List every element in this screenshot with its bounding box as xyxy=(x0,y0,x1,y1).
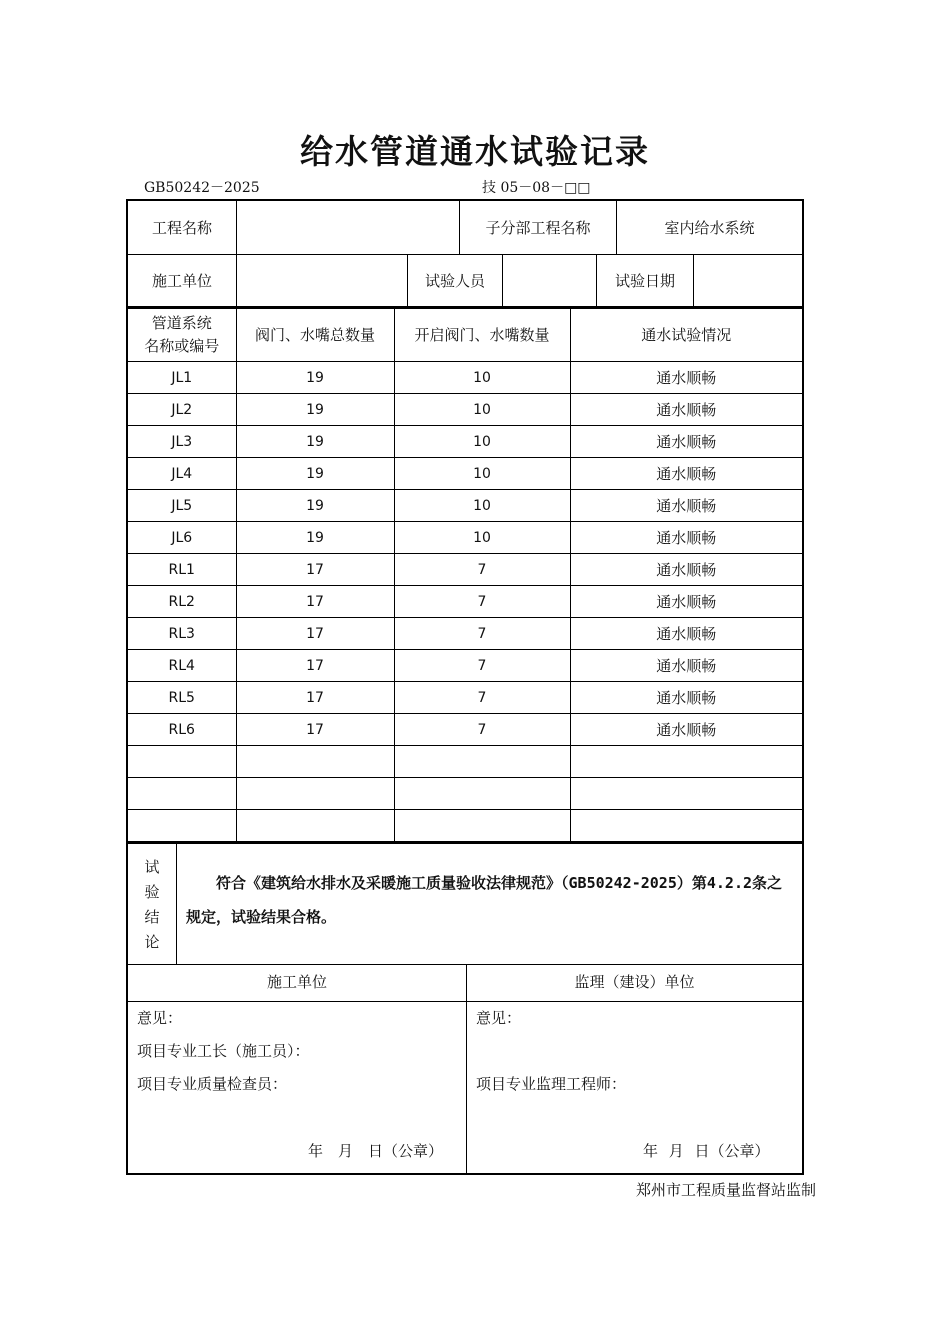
supervisor-date: 年 月 日（公章） xyxy=(643,1142,770,1160)
table-row xyxy=(128,682,802,714)
table-cell[interactable]: JL1 xyxy=(128,362,236,394)
footer-issuer: 郑州市工程质量监督站监制 xyxy=(636,1181,817,1199)
table-cell[interactable]: 19 xyxy=(236,458,394,490)
table-cell[interactable] xyxy=(394,810,570,842)
table-cell[interactable]: 19 xyxy=(236,426,394,458)
column-header: 通水试验情况 xyxy=(570,309,802,362)
table-cell[interactable] xyxy=(570,746,802,778)
project-name-value[interactable] xyxy=(237,201,460,254)
table-cell[interactable]: 通水顺畅 xyxy=(570,394,802,426)
conclusion-label xyxy=(128,844,177,965)
table-cell[interactable]: JL4 xyxy=(128,458,236,490)
conclusion-label-char: 验 xyxy=(144,882,160,901)
table-row xyxy=(128,746,802,778)
contractor-value[interactable] xyxy=(237,255,408,306)
table-row xyxy=(128,490,802,522)
supervisor-opinion: 意见： xyxy=(476,1009,522,1027)
table-cell[interactable] xyxy=(236,746,394,778)
table-cell[interactable]: 19 xyxy=(236,490,394,522)
table-cell[interactable] xyxy=(128,778,236,810)
engineer-label: 项目专业监理工程师： xyxy=(476,1075,627,1093)
subproject-label: 子分部工程名称 xyxy=(460,201,617,254)
table-cell[interactable]: 17 xyxy=(236,714,394,746)
table-cell[interactable]: 10 xyxy=(394,426,570,458)
page-title: 给水管道通水试验记录 xyxy=(300,132,650,171)
test-date-value[interactable] xyxy=(694,255,802,306)
info-row-1 xyxy=(128,201,802,255)
tester-value[interactable] xyxy=(503,255,597,306)
supervisor-signature xyxy=(467,964,802,1173)
conclusion-text: 符合《建筑给水排水及采暖施工质量验收法律规范》（GB50242-2025）第4.2.2条之规定，试验结果合格。 xyxy=(186,874,783,926)
conclusion-block xyxy=(126,842,804,965)
test-table xyxy=(126,307,804,843)
conclusion-label-char: 结 xyxy=(144,907,160,926)
contractor-opinion: 意见： xyxy=(137,1009,183,1027)
signature-block xyxy=(126,964,804,1175)
table-cell[interactable]: RL1 xyxy=(128,554,236,586)
conclusion-label-char: 试 xyxy=(144,857,160,876)
table-cell[interactable] xyxy=(128,746,236,778)
table-row xyxy=(128,586,802,618)
table-cell[interactable]: 19 xyxy=(236,362,394,394)
table-row xyxy=(128,362,802,394)
table-cell[interactable]: 7 xyxy=(394,554,570,586)
column-header: 阀门、水嘴总数量 xyxy=(236,309,394,362)
table-cell[interactable]: JL5 xyxy=(128,490,236,522)
table-cell[interactable] xyxy=(394,778,570,810)
contractor-signature xyxy=(128,964,467,1173)
table-cell[interactable]: JL3 xyxy=(128,426,236,458)
table-row xyxy=(128,394,802,426)
table-cell[interactable]: 17 xyxy=(236,618,394,650)
table-cell[interactable]: RL5 xyxy=(128,682,236,714)
table-cell[interactable]: RL4 xyxy=(128,650,236,682)
foreman-label: 项目专业工长（施工员）： xyxy=(137,1042,310,1060)
form-code: 技 05－08－□□ xyxy=(482,180,591,196)
table-cell[interactable]: 10 xyxy=(394,394,570,426)
table-cell[interactable]: 通水顺畅 xyxy=(570,618,802,650)
conclusion-label-char: 论 xyxy=(144,932,160,951)
table-row xyxy=(128,522,802,554)
info-block xyxy=(126,199,804,308)
contractor-header: 施工单位 xyxy=(128,964,466,1002)
inspector-label: 项目专业质量检查员： xyxy=(137,1075,288,1093)
table-cell[interactable]: 通水顺畅 xyxy=(570,490,802,522)
table-cell[interactable]: 10 xyxy=(394,458,570,490)
column-header: 开启阀门、水嘴数量 xyxy=(394,309,570,362)
table-cell[interactable] xyxy=(570,810,802,842)
contractor-date: 年 月 日（公章） xyxy=(308,1142,444,1160)
test-date-label: 试验日期 xyxy=(597,255,694,306)
table-cell[interactable]: 通水顺畅 xyxy=(570,362,802,394)
table-cell[interactable]: 7 xyxy=(394,714,570,746)
info-row-2 xyxy=(128,255,802,306)
table-row xyxy=(128,714,802,746)
table-cell[interactable]: 通水顺畅 xyxy=(570,458,802,490)
table-cell[interactable] xyxy=(236,810,394,842)
supervisor-header: 监理（建设）单位 xyxy=(467,964,802,1002)
standard-code: GB50242－2025 xyxy=(144,180,260,196)
table-cell[interactable]: RL2 xyxy=(128,586,236,618)
column-header: 管道系统 名称或编号 xyxy=(128,309,236,362)
table-cell[interactable]: 通水顺畅 xyxy=(570,522,802,554)
table-cell[interactable]: 10 xyxy=(394,490,570,522)
table-cell[interactable]: 通水顺畅 xyxy=(570,586,802,618)
table-row xyxy=(128,426,802,458)
table-cell[interactable]: 17 xyxy=(236,554,394,586)
table-header-row xyxy=(128,309,802,362)
table-cell[interactable]: JL6 xyxy=(128,522,236,554)
table-cell[interactable]: 17 xyxy=(236,650,394,682)
table-row xyxy=(128,650,802,682)
table-cell[interactable]: 通水顺畅 xyxy=(570,714,802,746)
table-row xyxy=(128,554,802,586)
table-cell[interactable]: RL6 xyxy=(128,714,236,746)
table-row xyxy=(128,778,802,810)
table-cell[interactable]: 通水顺畅 xyxy=(570,650,802,682)
table-row xyxy=(128,458,802,490)
table-cell[interactable]: JL2 xyxy=(128,394,236,426)
table-cell[interactable] xyxy=(236,778,394,810)
subproject-value: 室内给水系统 xyxy=(664,219,755,237)
table-row xyxy=(128,618,802,650)
table-row xyxy=(128,810,802,842)
table-cell[interactable]: 7 xyxy=(394,682,570,714)
table-cell[interactable] xyxy=(128,810,236,842)
table-cell[interactable]: 7 xyxy=(394,618,570,650)
table-cell[interactable] xyxy=(570,778,802,810)
table-cell[interactable]: 通水顺畅 xyxy=(570,426,802,458)
table-cell[interactable]: 17 xyxy=(236,586,394,618)
table-cell[interactable]: 7 xyxy=(394,650,570,682)
table-cell[interactable]: 10 xyxy=(394,362,570,394)
project-name-label: 工程名称 xyxy=(128,201,237,254)
table-cell[interactable]: 19 xyxy=(236,394,394,426)
table-cell[interactable]: 10 xyxy=(394,522,570,554)
table-cell[interactable]: 17 xyxy=(236,682,394,714)
table-cell[interactable]: 19 xyxy=(236,522,394,554)
table-cell[interactable]: 7 xyxy=(394,586,570,618)
table-cell[interactable]: 通水顺畅 xyxy=(570,554,802,586)
contractor-label: 施工单位 xyxy=(128,255,237,306)
table-cell[interactable]: RL3 xyxy=(128,618,236,650)
tester-label: 试验人员 xyxy=(408,255,503,306)
table-cell[interactable] xyxy=(394,746,570,778)
table-cell[interactable]: 通水顺畅 xyxy=(570,682,802,714)
